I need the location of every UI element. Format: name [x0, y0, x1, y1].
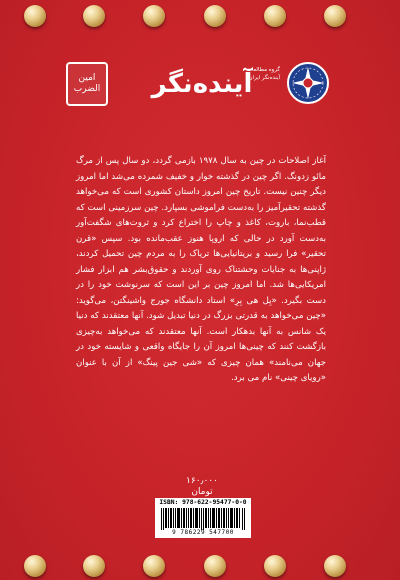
amin-seal-text: امین الضرب [73, 73, 101, 94]
institute-name: گروه مطالعات آینده‌نگر ایران [246, 67, 280, 81]
publisher-name: آینده‌نگر [151, 69, 253, 99]
stud-decoration [324, 555, 346, 577]
price-currency: تومان [191, 487, 213, 497]
barcode-icon [161, 508, 245, 530]
stud-decoration [264, 5, 286, 27]
stud-decoration [204, 5, 226, 27]
institute-emblem-icon [280, 60, 336, 106]
price-label [162, 476, 242, 498]
stud-decoration [24, 555, 46, 577]
stud-decoration [204, 555, 226, 577]
isbn-barcode-box [155, 498, 251, 538]
amin-seal-logo [66, 62, 108, 106]
barcode-digits: 9 786229 547700 [172, 529, 234, 536]
stud-decoration [24, 5, 46, 27]
stud-decoration [324, 5, 346, 27]
stud-decoration [264, 555, 286, 577]
stud-decoration [83, 555, 105, 577]
stud-decoration [83, 5, 105, 27]
blurb-paragraph: آغاز اصلاحات در چین به سال ۱۹۷۸ بازمی گردد، دو سال پس از مرگ مائو زدونگ. اگر چین در گذشته خوار و خفیف شمرده می‌شد اما امروز دیگر چنین نیست. تاریخ چین امروز داستان کشوری است که می‌خواهد گذشته تحقیرآمیز را به‌دست فراموشی بسپارد. چین سرزمینی است که قطب‌نما، باروت، کاغذ و چاپ را اختراع کرد و ثروت‌های شگفت‌آور به‌دست آورد در حالی که اروپا هنوز عقب‌مانده بود. سپس «قرن تحقیر» فرا رسید و بریتانیایی‌ها تریاک را به مردم چین تحمیل کردند، ژاپنی‌ها به جنایات وحشتناک روی آوردند و حقوق‌بشر هم ابزار فشار امریکایی‌ها شد. اما امروز چین بر این است که سرنوشت خود را در دست بگیرد. «یِل هی بِرِ» استاد دانشگاه جورج واشینگتن، می‌گوید: «چین می‌خواهد به قدرتی بزرگ در دنیا تبدیل شود. آنها معتقدند که دنیا یک شانس به آنها بدهکار است. آنها معتقدند که می‌خواهد به‌چیزی بازگشت کنند که چینی‌ها امروز آن را جایگاه واقعی و شایسته خود در جهان می‌نامند» همان چیزی که «شی جین پینگ» از آن با عنوان «رویای چینی» نام می برد. [76, 156, 326, 383]
isbn-label: ISBN: 978-622-95477-0-0 [159, 499, 247, 506]
price-amount: ۱۶۰٫۰۰۰ [186, 476, 218, 486]
stud-decoration [143, 5, 165, 27]
back-cover-blurb [76, 154, 326, 404]
stud-decoration [143, 555, 165, 577]
publisher-logos [0, 58, 400, 108]
